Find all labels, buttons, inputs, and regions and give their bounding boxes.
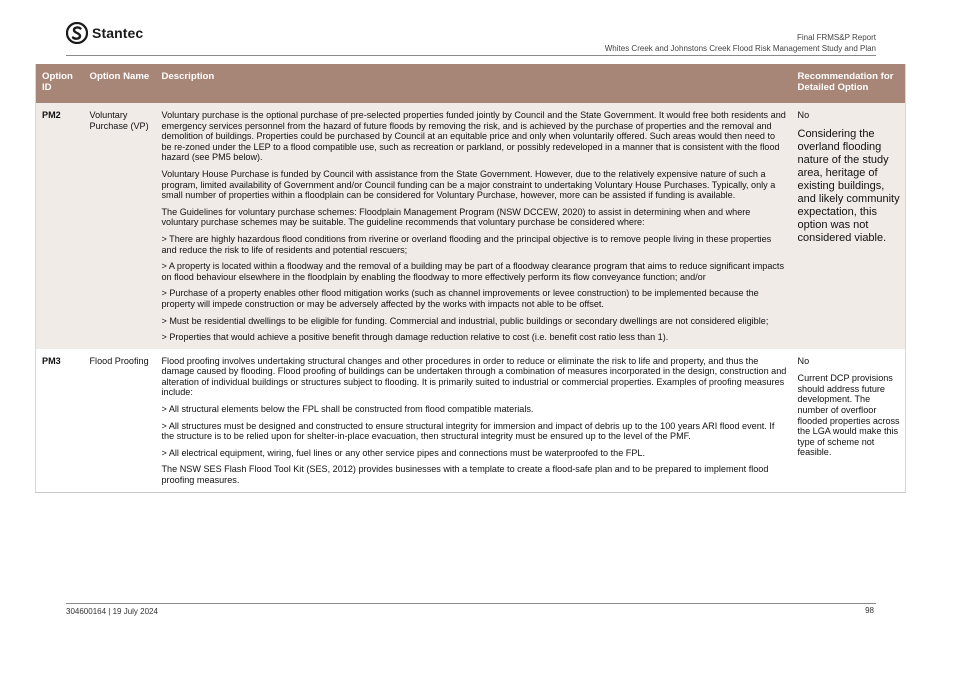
- option-description: [156, 349, 792, 492]
- description-paragraph: The NSW SES Flash Flood Tool Kit (SES, 2012) provides businesses with a template to create a flood-safe plan and to be prepared to implement flood proofing measures.: [161, 464, 769, 486]
- description-paragraph: Voluntary purchase is the optional purchase of pre-selected properties funded jointly by Council and the State Government. It would free both residents and emergency services personnel from the hazard of future floods by removing the risk, and is achieved by the purchase of properties and the removal and demolition of buildings. Properties could be purchased by Council at an equitable price and only when voluntarily offered. Such areas would then need to be re-zoned under the LEP to a flood compatible use, such as recreation or parkland, or possibly redeveloped in a manner that is consistent with the flood hazard (see PM5 below).: [161, 110, 786, 163]
- column-header-description: Description: [156, 64, 792, 103]
- recommendation-value: No: [797, 355, 810, 366]
- description-bullet: > Purchase of a property enables other flood mitigation works (such as channel improvements or levee construction) to be implemented because the property will impede construction or may be adversely affected by the works with impacts not able to be offset.: [161, 288, 759, 309]
- column-header-option-name: Option Name: [84, 64, 156, 103]
- description-bullet: > Properties that would achieve a positive benefit through damage reduction relative to cost (i.e. benefit cost ratio less than 1).: [161, 332, 669, 343]
- options-table: [35, 64, 906, 493]
- option-description: [156, 103, 792, 349]
- column-header-recommendation: Recommendation for Detailed Option: [792, 64, 906, 103]
- description-bullet: > Must be residential dwellings to be eligible for funding. Commercial and industrial, public buildings or secondary dwellings are not considered eligible;: [161, 315, 769, 326]
- table-row: [36, 349, 906, 492]
- option-id: PM3: [36, 349, 84, 492]
- option-id: PM2: [36, 103, 84, 349]
- footer-document-ref: 304600164 | 19 July 2024: [66, 607, 158, 616]
- description-bullet: > All electrical equipment, wiring, fuel lines or any other service pipes and connections must be waterproofed to the FPL.: [161, 447, 645, 458]
- company-logo: [66, 22, 143, 44]
- description-paragraph: Flood proofing involves undertaking structural changes and other procedures in order to reduce or eliminate the risk to life and property, and thus the damage caused by flooding. Flood proofing of buildings can be undertaken through a combination of measures incorporated in the design, construction and alteration of individual buildings or structures subject to flooding. It is primarily suited to industrial or commercial properties. Examples of proofing measures include:: [161, 355, 787, 398]
- description-paragraph: Voluntary House Purchase is funded by Council with assistance from the State Government. However, due to the relatively expensive nature of such a program, limited availability of Government and/or Council funding can be a major constraint to undertaking Voluntary House Purchases. Typically, only a small number of properties within a floodplain can be considered for Voluntary Purchase, however, more can be assisted if funding is available.: [161, 168, 776, 201]
- report-title: Final FRMS&P Report: [797, 33, 876, 42]
- table-row: [36, 103, 906, 349]
- stantec-logo-icon: [66, 22, 88, 44]
- recommendation-note: Considering the overland flooding nature of the study area, heritage of existing buildings, and likely community expectation, this option was not considered viable.: [797, 127, 900, 244]
- report-header: [605, 32, 876, 54]
- recommendation-value: No: [797, 110, 810, 120]
- table-header-row: [36, 64, 906, 103]
- company-name: Stantec: [92, 25, 144, 41]
- page-number: 98: [865, 606, 874, 615]
- column-header-option-id: Option ID: [36, 64, 84, 103]
- description-bullet: > A property is located within a floodway and the removal of a building may be part of a floodway clearance program that aims to reduce significant impacts on flood behaviour elsewhere in the floodplain by enabling the floodway to more effectively perform its flow conveyance function; and/or: [161, 261, 784, 282]
- description-bullet: > All structural elements below the FPL shall be constructed from flood compatible materials.: [161, 404, 534, 415]
- option-name: Flood Proofing: [84, 349, 156, 492]
- option-name: Voluntary Purchase (VP): [84, 103, 156, 349]
- description-paragraph: The Guidelines for voluntary purchase schemes: Floodplain Management Program (NSW DCCEW, 2020) to assist in determining when and where voluntary purchase schemes may be suitable. The guideline recommends that voluntary purchase be considered where:: [161, 206, 751, 228]
- option-recommendation: [792, 349, 906, 492]
- header-divider: [66, 55, 876, 56]
- report-subtitle: Whites Creek and Johnstons Creek Flood Risk Management Study and Plan: [604, 44, 876, 53]
- recommendation-note: Current DCP provisions should address future development. The number of overfloor flooded properties across the LGA would make this type of scheme not feasible.: [797, 373, 900, 458]
- description-bullet: > There are highly hazardous flood conditions from riverine or overland flooding and the principal objective is to remove people living in these properties and reduce the risk to life of residents and potential rescuers;: [161, 233, 772, 255]
- description-bullet: > All structures must be designed and constructed to ensure structural integrity for immersion and impact of debris up to the 100 years ARI flood event. If the structure is to be relied upon for shelter-in-place evacuation, then structural integrity must be ensured up to the level of the PMF.: [161, 420, 775, 442]
- option-recommendation: [792, 103, 906, 349]
- footer-divider: [66, 603, 876, 604]
